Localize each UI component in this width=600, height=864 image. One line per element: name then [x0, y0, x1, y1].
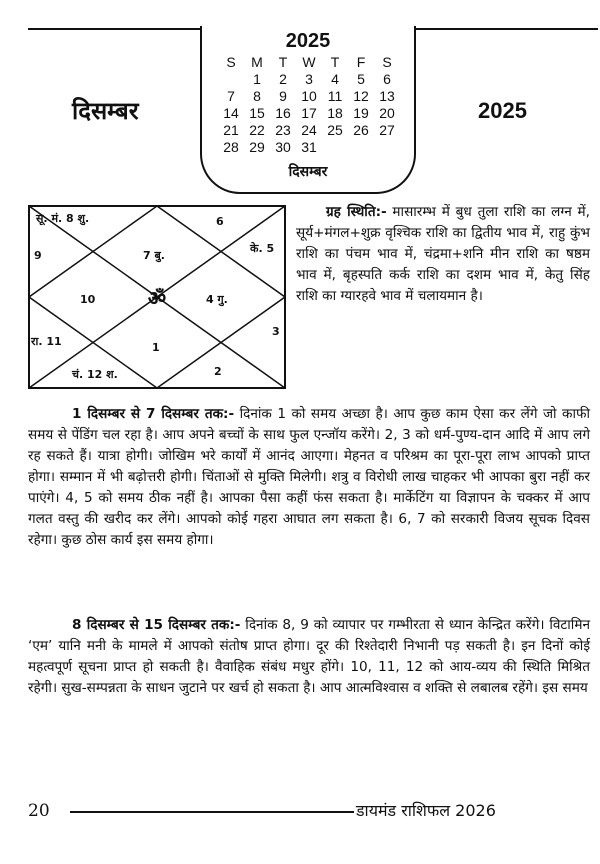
calendar-day: 22: [249, 122, 265, 138]
calendar-month: दिसम्बर: [288, 164, 328, 180]
house-label: 10: [80, 293, 96, 306]
calendar-day: 12: [353, 88, 369, 104]
calendar-day: [218, 71, 244, 88]
house-label: 3: [272, 325, 280, 338]
calendar-day: 19: [353, 105, 369, 121]
house-label: के. 5: [250, 242, 275, 255]
week-1-heading: 1 दिसम्बर से 7 दिसम्बर तक:-: [72, 406, 235, 422]
week-2-heading: 8 दिसम्बर से 15 दिसम्बर तक:-: [72, 617, 241, 633]
weekday-label: T: [330, 54, 340, 70]
graha-sthiti-heading: ग्रह स्थिति:-: [326, 204, 387, 220]
weekday-label: S: [226, 54, 236, 70]
calendar-day: 6: [383, 71, 391, 87]
calendar-day: 14: [223, 105, 239, 121]
weekday-label: S: [382, 54, 392, 70]
calendar-day: 27: [379, 122, 395, 138]
weekday-label: W: [302, 54, 316, 70]
calendar-day: 9: [279, 88, 287, 104]
calendar-day: 31: [301, 139, 317, 155]
year-title: 2025: [478, 98, 527, 123]
calendar-day: 28: [223, 139, 239, 155]
house-label: 2: [214, 365, 222, 378]
calendar-day: 7: [227, 88, 235, 104]
calendar-day: 29: [249, 139, 265, 155]
month-title: दिसम्बर: [72, 97, 139, 125]
calendar-day: 15: [249, 105, 265, 121]
calendar-day: 5: [357, 71, 365, 87]
calendar-day: [322, 139, 348, 156]
house-label: 6: [216, 215, 224, 228]
house-label: रा. 11: [31, 335, 62, 348]
weekday-label: F: [356, 54, 366, 70]
calendar-day: 17: [301, 105, 317, 121]
calendar-year: 2025: [285, 30, 331, 52]
calendar-day: 23: [275, 122, 291, 138]
calendar-day: [374, 139, 400, 156]
calendar-day: 2: [279, 71, 287, 87]
calendar-day: 13: [379, 88, 395, 104]
week-1-paragraph: [28, 404, 590, 551]
house-label: 1: [152, 341, 160, 354]
calendar-day: 26: [353, 122, 369, 138]
om-symbol: ॐ: [147, 286, 167, 310]
calendar-day: 20: [379, 105, 395, 121]
weekday-label: T: [278, 54, 288, 70]
house-label: सू. मं. 8 शु.: [36, 212, 90, 225]
calendar-day: [348, 139, 374, 156]
kundli-chart: [28, 205, 286, 389]
calendar-grid: [218, 54, 400, 156]
calendar-day: 24: [301, 122, 317, 138]
weekday-label: M: [251, 54, 263, 70]
mini-calendar: [200, 26, 416, 194]
week-2-text: दिनांक 8, 9 को व्यापार पर गम्भीरता से ध्यान केन्द्रित करेंगे। विटामिन ‘एम’ यानि मनी के मामले में आपको संतोष प्राप्त होगा। दूर की रिश्तेदारी निभानी पड़ सकती है। इन दिनों कोई महत्वपूर्ण सूचना प्राप्त हो सकती है। वैवाहिक संबंध मधुर होंगे। 10, 11, 12 को आय-व्यय की स्थिति मिश्रित रहेगी। सुख-सम्पन्नता के साधन जुटाने पर खर्च हो सकता है। आप आत्मविश्वास व शक्ति से लबालब रहेंगे। इस समय: [28, 617, 590, 696]
footer-rule: [70, 811, 354, 813]
calendar-day: 18: [327, 105, 343, 121]
calendar-day: 8: [253, 88, 261, 104]
calendar-day: 3: [305, 71, 313, 87]
calendar-day: 4: [331, 71, 339, 87]
house-label: 7 बु.: [143, 249, 165, 262]
calendar-day: 10: [301, 88, 317, 104]
calendar-day: 30: [275, 139, 291, 155]
calendar-day: 1: [253, 71, 261, 87]
footer-brand: डायमंड राशिफल 2026: [356, 801, 496, 820]
page-number: 20: [28, 801, 50, 821]
graha-sthiti-paragraph: [296, 202, 590, 307]
house-label: 9: [34, 249, 42, 262]
house-label: 4 गु.: [206, 293, 228, 306]
graha-sthiti-text: मासारम्भ में बुध तुला राशि का लग्न में, सूर्य+मंगल+शुक्र वृश्चिक राशि का द्वितीय भाव में, राहु कुंभ राशि का पंचम भाव में, चंद्रमा+शनि मीन राशि का षष्ठम भाव में, बृहस्पति कर्क राशि का दशम भाव में, केतु सिंह राशि का ग्यारहवे भाव में चलायमान है।: [296, 204, 590, 304]
week-1-text: दिनांक 1 को समय अच्छा है। आप कुछ काम ऐसा कर लेंगे जो काफी समय से पेंडिंग चल रहा है। आप अपने बच्चों के साथ फुल एन्जॉय करेंगे। 2, 3 को धर्म-पुण्य-दान आदि में आप लगे रह सकते हैं। यात्रा होगी। जोखिम भरे कार्यों में आनंद आएगा। मेहनत व परिश्रम का पूरा-पूरा लाभ आपको प्राप्त होगा। सम्मान में भी बढ़ोत्तरी होगी। चिंताओं से मुक्ति मिलेगी। शत्रु व विरोधी लाख चाहकर भी आपका बुरा नहीं कर पाएंगे। 4, 5 को समय ठीक नहीं है। आपका पैसा कहीं फंस सकता है। मार्केटिंग या विज्ञापन के चक्कर में आप गलत वस्तु की खरीद कर लेंगे। आपको कोई गहरा आघात लग सकता है। 6, 7 को सरकारी विजय सूचक दिवस रहेगा। कुछ ठोस कार्य इस समय होगा।: [28, 406, 590, 548]
week-2-paragraph: [28, 615, 590, 699]
calendar-day: 11: [327, 88, 343, 104]
calendar-day: 21: [223, 122, 239, 138]
calendar-day: 25: [327, 122, 343, 138]
calendar-day: 16: [275, 105, 291, 121]
house-label: चं. 12 श.: [72, 368, 118, 381]
